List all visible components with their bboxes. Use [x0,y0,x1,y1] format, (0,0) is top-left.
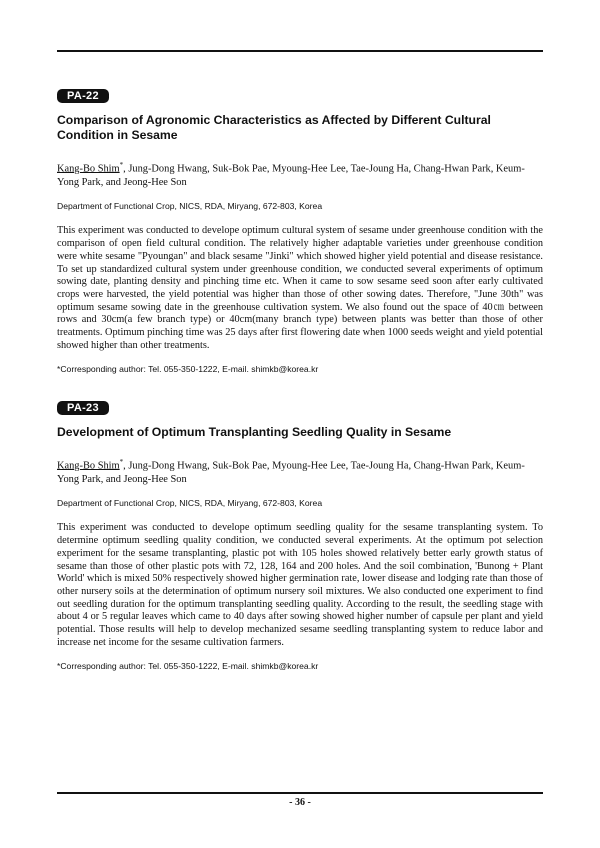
abstract-body: This experiment was conducted to develope optimum cultural system of sesame under greenhouse condition with the comparison of open field cultural condition. The relatively higher adaptable varieties under greenhouse condition were white sesame "Pyoungan" and black sesame "Jinki" which showed higher yield potential and disease resistance. To set up standardized cultural system under greenhouse condition, we conducted several experiments of optimum sowing date, planting density and pinching time etc. When it came to sow sesame seed soon after early cultivated crops were harvested, the yield potential was higher than those of other sowing dates. Therefore, "June 30th" was optimum sesame sowing date in the greenhouse cultivation system. We also found out the space of 40㎝ between rows and 30cm(a few branch type) or 40cm(many branch type) between plants was better than those of other treatments. Optimum pinching time was 25 days after first flowering date when 1000 seeds weight and yield potential showed higher than other treatments. [57,225,543,351]
corresponding-author: *Corresponding author: Tel. 055-350-1222, E-mail. shimkb@korea.kr [57,660,319,671]
first-author: Kang-Bo Shim [57,460,120,472]
bottom-rule [57,792,543,794]
top-rule [57,50,543,52]
abstract-title: Development of Optimum Transplanting Seedling Quality in Sesame [57,425,452,439]
abstract-title: Comparison of Agronomic Characteristics as Affected by Different Cultural Condition in Sesame [57,113,491,142]
abstract-pa-23 [57,398,543,671]
co-authors: , Jung-Dong Hwang, Suk-Bok Pae, Myoung-Hee Lee, Tae-Joung Ha, Chang-Hwan Park, Keum-Yong Park, and Jeong-Hee Son [57,163,525,189]
affiliation: Department of Functional Crop, NICS, RDA, Miryang, 672-803, Korea [57,498,323,509]
author-list [57,158,543,190]
abstract-code-badge: PA-23 [57,401,109,415]
page-number: - 36 - [289,797,311,808]
abstract-code-badge: PA-22 [57,89,109,103]
abstract-pa-22 [57,86,543,374]
corresponding-mark: * [119,458,124,466]
corresponding-author: *Corresponding author: Tel. 055-350-1222, E-mail. shimkb@korea.kr [57,363,319,374]
affiliation: Department of Functional Crop, NICS, RDA, Miryang, 672-803, Korea [57,201,323,212]
co-authors: , Jung-Dong Hwang, Suk-Bok Pae, Myoung-Hee Lee, Tae-Joung Ha, Chang-Hwan Park, Keum-Yong Park, and Jeong-Hee Son [57,460,525,486]
corresponding-mark: * [119,161,124,169]
author-list [57,455,543,487]
first-author: Kang-Bo Shim [57,163,120,175]
abstract-body: This experiment was conducted to develope optimum seedling quality for the sesame transplanting system. To determine optimum seedling quality condition, we conducted several experiments. At the optimum pot selection experiment for the sesame transplanting, plastic pot with 105 holes showed relatively better early growth status of sesame than those of other plastic pots with 72, 128, 164 and 200 holes. And the soil combination, 'Bunong + Plant World' which is mixed 50% respectively showed higher germination rate, lower disease and lodging rate than those of other nursery soils at the determination of optimum nursery soil mixtures. We also conducted one experiment to find out seedling duration for the optimum transplanting seedling quality. According to the result, the seedling stage with about 4 or 5 regular leaves which came to 40 days after sowing showed higher number of capsule per plant and yield potential. Those results will help to develop mechanized sesame seedling transplanting system to reduce labor and increase net income for the sesame cultivation farmers. [57,522,543,648]
